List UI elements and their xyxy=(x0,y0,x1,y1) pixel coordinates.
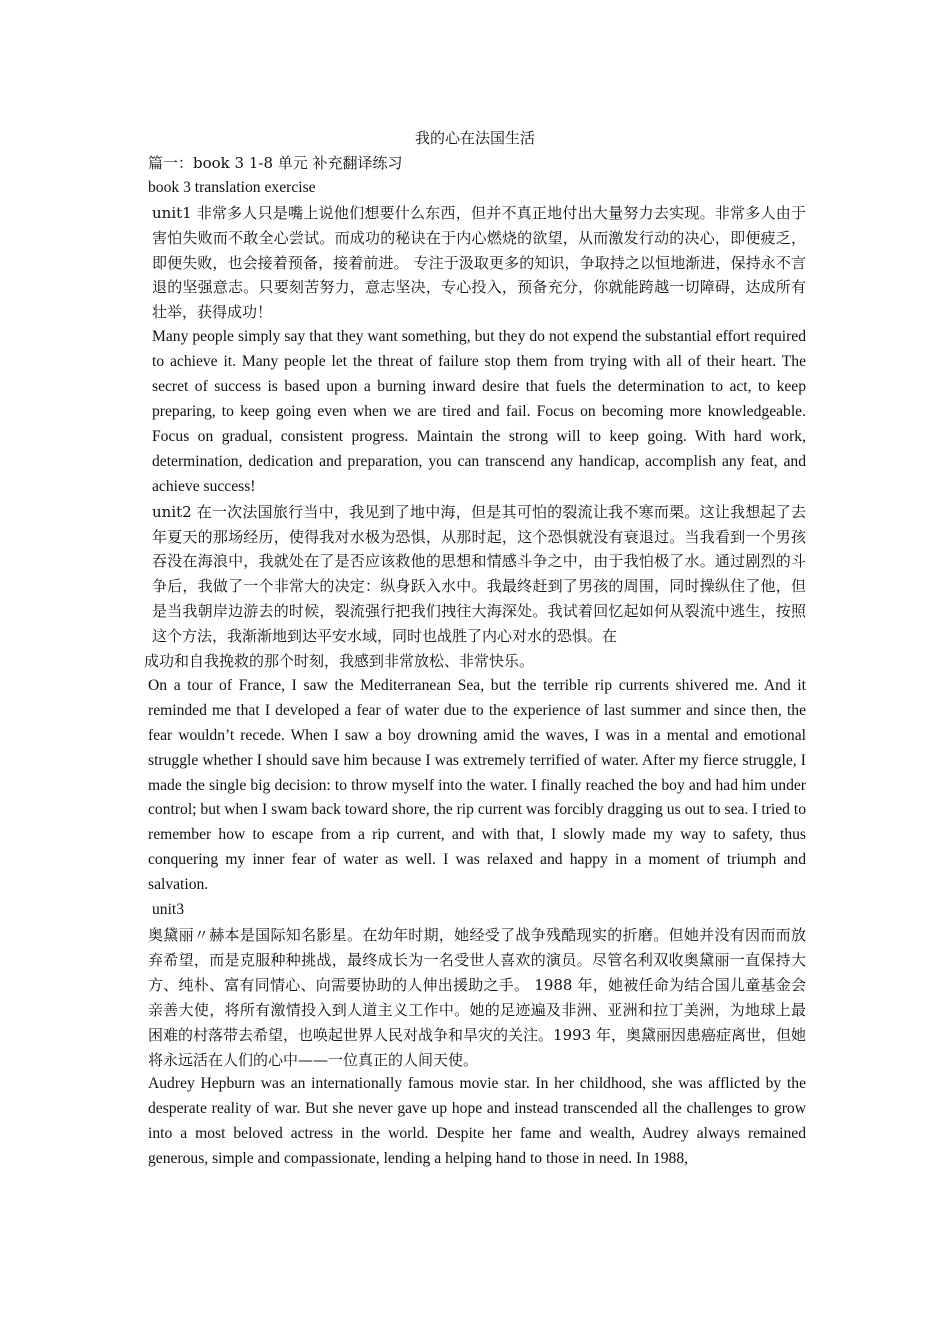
unit1-chinese-text: unit1 非常多人只是嘴上说他们想要什么东西，但并不真正地付出大量努力去实现。非常多人由于害怕失败而不敢全心尝试。而成功的秘诀在于内心燃烧的欲望，从而激发行动的决心，即便疲乏，即便失败，也会接着预备，接着前进。 专注于汲取更多的知识，争取持之以恒地渐进，保持永不言退的坚强意志。只要刻苦努力，意志坚决，专心投入，预备充分，你就能跨越一切障碍，达成所有壮举，获得成功！ xyxy=(152,203,806,322)
unit2-chinese-text: unit2 在一次法国旅行当中，我见到了地中海，但是其可怕的裂流让我不寒而栗。这让我想起了去年夏天的那场经历，使得我对水极为恐惧，从那时起，这个恐惧就没有衰退过。当我看到一个男孩吞没在海浪中，我就处在了是否应该救他的思想和情感斗争之中，由于我怕极了水。通过剧烈的斗争后，我做了一个非常大的决定：纵身跃入水中。我最终赶到了男孩的周围，同时操纵住了他，但是当我朝岸边游去的时候，裂流强行把我们拽往大海深处。我试着回忆起如何从裂流中逃生，按照这个方法，我渐渐地到达平安水域，同时也战胜了内心对水的恐惧。在 xyxy=(152,502,806,646)
unit3-label: unit3 xyxy=(152,901,185,919)
unit3-english-text: Audrey Hepburn was an internationally famous movie star. In her childhood, she was afflicted by the desperate reality of war. But she never gave up hope and instead transcended all the challenges to grow into a most beloved actress in the world. Despite her fame and wealth, Audrey always remained generous, simple and compassionate, lending a helping hand to those in need. In 1988, xyxy=(148,1075,806,1168)
document-title: 我的心在法国生活 xyxy=(414,129,535,147)
exercise-subtitle: book 3 translation exercise xyxy=(148,178,316,196)
unit2-english-text: On a tour of France, I saw the Mediterranean Sea, but the terrible rip currents shivered me. And it reminded me that I developed a fear of water due to the experience of last summer and since then, the fear wouldn’t recede. When I saw a boy drowning amid the waves, I was in a mental and emotional struggle whether I should save him because I was extremely terrified of water. After my fierce struggle, I made the single big decision: to throw myself into the water. I finally reached the boy and had him under control; but when I swam back toward shore, the rip current was forcibly dragging us out to sea. I tried to remember how to escape from a rip current, and with that, I slowly made my way to safety, thus conquering my inner fear of water as well. I was relaxed and happy in a moment of triumph and salvation. xyxy=(148,676,806,894)
chapter-heading: 篇一：book 3 1-8 单元 补充翻译练习 xyxy=(148,153,403,172)
unit1-english-text: Many people simply say that they want something, but they do not expend the substantial effort required to achieve it. Many people let the threat of failure stop them from trying with all of their heart. The secret of success is based upon a burning inward desire that fuels the determination to act, to keep preparing, to keep going even when we are tired and fail. Focus on becoming more knowledgeable. Focus on gradual, consistent progress. Maintain the strong will to keep going. With hard work, determination, dedication and preparation, you can transcend any handicap, accomplish any feat, and achieve success! xyxy=(152,328,806,495)
unit2-chinese-continuation: 成功和自我挽救的那个时刻，我感到非常放松、非常快乐。 xyxy=(144,652,535,671)
unit3-chinese-text: 奥黛丽〃赫本是国际知名影星。在幼年时期，她经受了战争残酷现实的折磨。但她并没有因而而放弃希望，而是克服种种挑战，最终成长为一名受世人喜欢的演员。尽管名利双收奥黛丽一直保持大方、纯朴、富有同情心、向需要协助的人伸出援助之手。 1988 年，她被任命为结合国儿童基金会亲善大使，将所有激情投入到人道主义工作中。她的足迹遍及非洲、亚洲和拉丁美洲，为地球上最困难的村落带去希望，也唤起世界人民对战争和旱灾的关注。1993 年，奥黛丽因患癌症离世，但她将永远活在人们的心中——一位真正的人间天使。 xyxy=(148,926,806,1069)
document-page xyxy=(144,126,806,1172)
